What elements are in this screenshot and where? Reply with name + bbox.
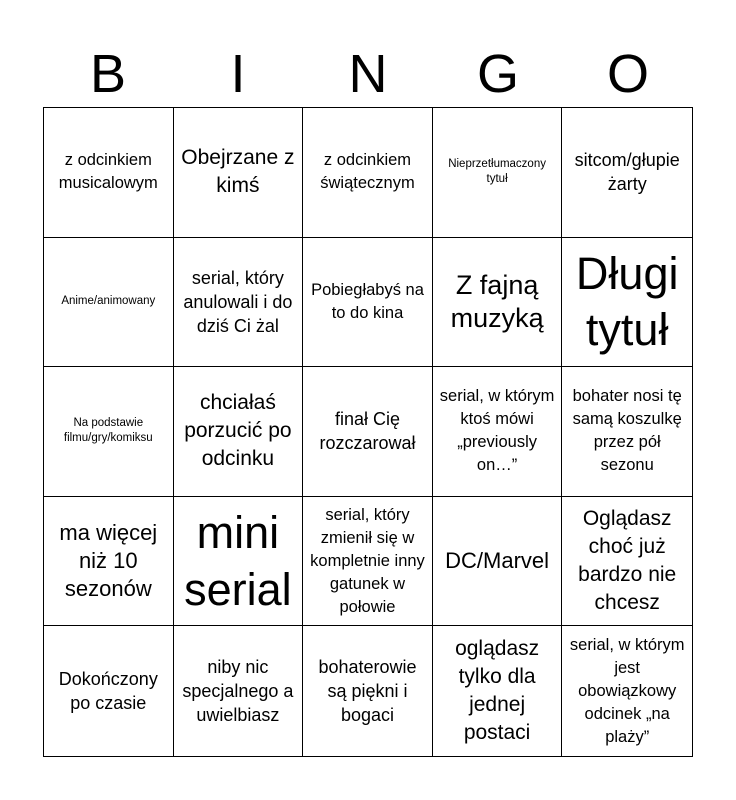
bingo-cell[interactable]: Oglądasz choć już bardzo nie chcesz	[562, 497, 692, 627]
bingo-cell[interactable]: Pobiegłabyś na to do kina	[303, 238, 433, 368]
bingo-cell[interactable]: serial, który zmienił się w kompletnie inny gatunek w połowie	[303, 497, 433, 627]
bingo-cell[interactable]: DC/Marvel	[433, 497, 563, 627]
header-letter-b: B	[89, 44, 127, 104]
bingo-cell[interactable]: Obejrzane z kimś	[174, 108, 304, 238]
bingo-cell[interactable]: ma więcej niż 10 sezonów	[44, 497, 174, 627]
header-letter-g: G	[476, 44, 519, 104]
bingo-cell[interactable]: z odcinkiem musicalowym	[44, 108, 174, 238]
bingo-cell[interactable]: Dokończony po czasie	[44, 626, 174, 756]
bingo-cell[interactable]: Z fajną muzyką	[433, 238, 563, 368]
bingo-cell[interactable]: finał Cię rozczarował	[303, 367, 433, 497]
bingo-cell[interactable]: Nieprzetłumaczony tytuł	[433, 108, 563, 238]
bingo-cell[interactable]: oglądasz tylko dla jednej postaci	[433, 626, 563, 756]
bingo-cell[interactable]: serial, w którym jest obowiązkowy odcinek „na plaży”	[569, 635, 685, 746]
bingo-cell[interactable]: serial, w którym ktoś mówi „previously on…”	[433, 367, 563, 497]
header-letter-o: O	[606, 44, 649, 104]
bingo-cell[interactable]: niby nic specjalnego a uwielbiasz	[174, 626, 304, 756]
bingo-cell[interactable]: Długi tytuł	[562, 238, 692, 368]
header-letter-i: I	[230, 44, 246, 104]
bingo-cell[interactable]: mini serial	[174, 497, 304, 627]
bingo-board	[43, 107, 693, 757]
bingo-cell[interactable]: bohaterowie są piękni i bogaci	[303, 626, 433, 756]
bingo-cell[interactable]: Na podstawie filmu/gry/komiksu	[44, 367, 174, 497]
header-letter-n: N	[348, 44, 388, 104]
bingo-cell[interactable]: serial, który anulowali i do dziś Ci żal	[174, 238, 304, 368]
bingo-cell[interactable]: chciałaś porzucić po odcinku	[174, 367, 304, 497]
bingo-header	[43, 40, 693, 108]
bingo-cell[interactable]: Anime/animowany	[44, 238, 174, 368]
bingo-cell[interactable]: bohater nosi tę samą koszulkę przez pół sezonu	[562, 367, 692, 497]
bingo-cell[interactable]: sitcom/głupie żarty	[562, 108, 692, 238]
bingo-cell[interactable]: z odcinkiem świątecznym	[303, 108, 433, 238]
